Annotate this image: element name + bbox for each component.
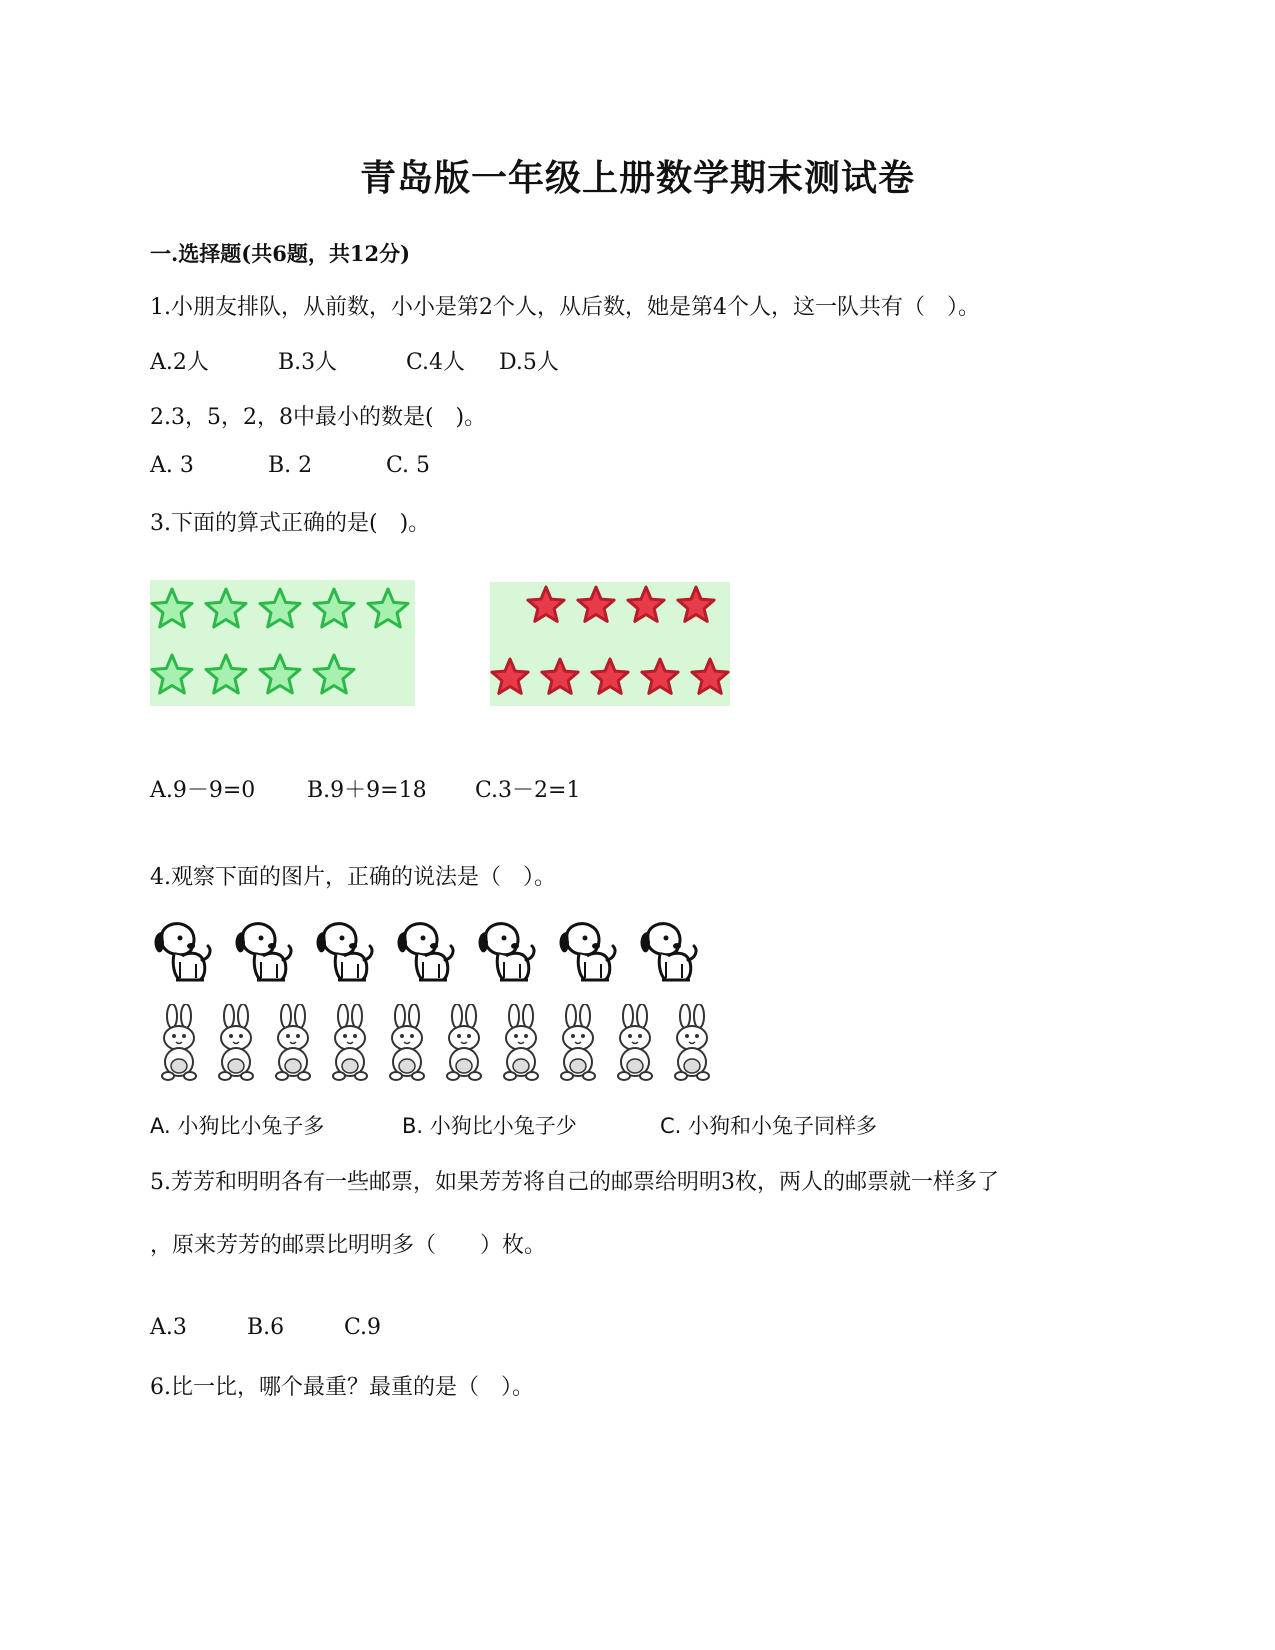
rabbit-icon <box>561 1004 595 1080</box>
dog-icon <box>560 924 615 980</box>
rabbit-icon <box>276 1004 310 1080</box>
red-star-row2-star-5 <box>692 659 728 693</box>
green-star-row1-star-4 <box>314 589 354 627</box>
green-star-row1-star-1 <box>152 589 192 627</box>
dog-icon <box>479 924 534 980</box>
question-1-option-c[interactable]: C.4人 <box>406 350 466 375</box>
question-6-stem: 6.比一比，哪个最重？最重的是（ ）。 <box>150 1375 534 1400</box>
question-1-option-b[interactable]: B.3人 <box>278 350 338 375</box>
question-4-option-a[interactable]: A. 小狗比小兔子多 <box>150 1114 325 1138</box>
rabbit-icon <box>390 1004 424 1080</box>
green-star-box <box>150 580 415 706</box>
red-star-row2-star-4 <box>642 659 678 693</box>
dog-icon <box>317 924 372 980</box>
green-star-row2-star-2 <box>206 655 246 693</box>
dog-icon <box>155 924 210 980</box>
rabbit-icon <box>447 1004 481 1080</box>
question-2-option-b[interactable]: B. 2 <box>268 453 313 478</box>
question-1-option-a[interactable]: A.2人 <box>150 350 209 375</box>
red-star-row1-star-1 <box>528 587 564 621</box>
rabbits-figure <box>150 1004 730 1082</box>
green-star-row2-star-3 <box>260 655 300 693</box>
question-4-option-c[interactable]: C. 小狗和小兔子同样多 <box>660 1114 878 1138</box>
red-star-row1-star-4 <box>678 587 714 621</box>
dog-icon <box>641 924 696 980</box>
rabbit-icon <box>333 1004 367 1080</box>
question-3-option-a[interactable]: A.9－9=0 <box>150 778 256 803</box>
green-stars-figure <box>150 580 415 706</box>
red-star-row2-star-2 <box>542 659 578 693</box>
dog-icon <box>398 924 453 980</box>
green-star-row2-star-1 <box>152 655 192 693</box>
question-2-option-c[interactable]: C. 5 <box>386 453 431 478</box>
question-1-option-d[interactable]: D.5人 <box>499 350 559 375</box>
red-star-row1-star-2 <box>578 587 614 621</box>
red-star-row2-star-1 <box>492 659 528 693</box>
question-3-options <box>150 773 580 804</box>
question-1-stem: 1.小朋友排队，从前数，小小是第2个人，从后数，她是第4个人，这一队共有（ ）。 <box>150 295 980 320</box>
rabbit-icon <box>504 1004 538 1080</box>
green-star-row1-star-3 <box>260 589 300 627</box>
question-1-options <box>150 345 559 376</box>
question-2-option-a[interactable]: A. 3 <box>150 453 194 478</box>
rabbit-icon <box>162 1004 196 1080</box>
dog-icon <box>236 924 291 980</box>
question-4-options <box>150 1110 877 1140</box>
question-4-option-b[interactable]: B. 小狗比小兔子少 <box>402 1114 577 1138</box>
green-star-row1-star-2 <box>206 589 246 627</box>
red-star-row1-star-3 <box>628 587 664 621</box>
dogs-figure <box>150 918 730 992</box>
rabbit-icon <box>675 1004 709 1080</box>
green-star-row2-star-4 <box>314 655 354 693</box>
question-3-option-b[interactable]: B.9＋9=18 <box>307 778 427 803</box>
red-stars-figure <box>490 582 730 706</box>
question-4-stem: 4.观察下面的图片，正确的说法是（ ）。 <box>150 865 556 890</box>
question-5-option-b[interactable]: B.6 <box>247 1315 285 1340</box>
question-5-option-a[interactable]: A.3 <box>150 1315 187 1340</box>
red-star-box <box>490 582 730 706</box>
question-5-stem-line1: 5.芳芳和明明各有一些邮票，如果芳芳将自己的邮票给明明3枚，两人的邮票就一样多了 <box>150 1170 999 1195</box>
page-title: 青岛版一年级上册数学期末测试卷 <box>359 157 915 199</box>
question-3-stem: 3.下面的算式正确的是( )。 <box>150 511 431 536</box>
green-star-row1-star-5 <box>368 589 408 627</box>
question-5-options <box>150 1315 381 1340</box>
section-heading: 一.选择题(共6题，共12分) <box>150 241 411 266</box>
question-5-stem-line2: ，原来芳芳的邮票比明明多（ ）枚。 <box>150 1233 547 1258</box>
question-2-stem: 2.3，5，2，8中最小的数是( )。 <box>150 405 487 430</box>
question-5-option-c[interactable]: C.9 <box>344 1315 382 1340</box>
rabbit-icon <box>618 1004 652 1080</box>
question-3-option-c[interactable]: C.3－2=1 <box>475 778 581 803</box>
red-star-row2-star-3 <box>592 659 628 693</box>
question-2-options <box>150 453 430 478</box>
rabbit-icon <box>219 1004 253 1080</box>
